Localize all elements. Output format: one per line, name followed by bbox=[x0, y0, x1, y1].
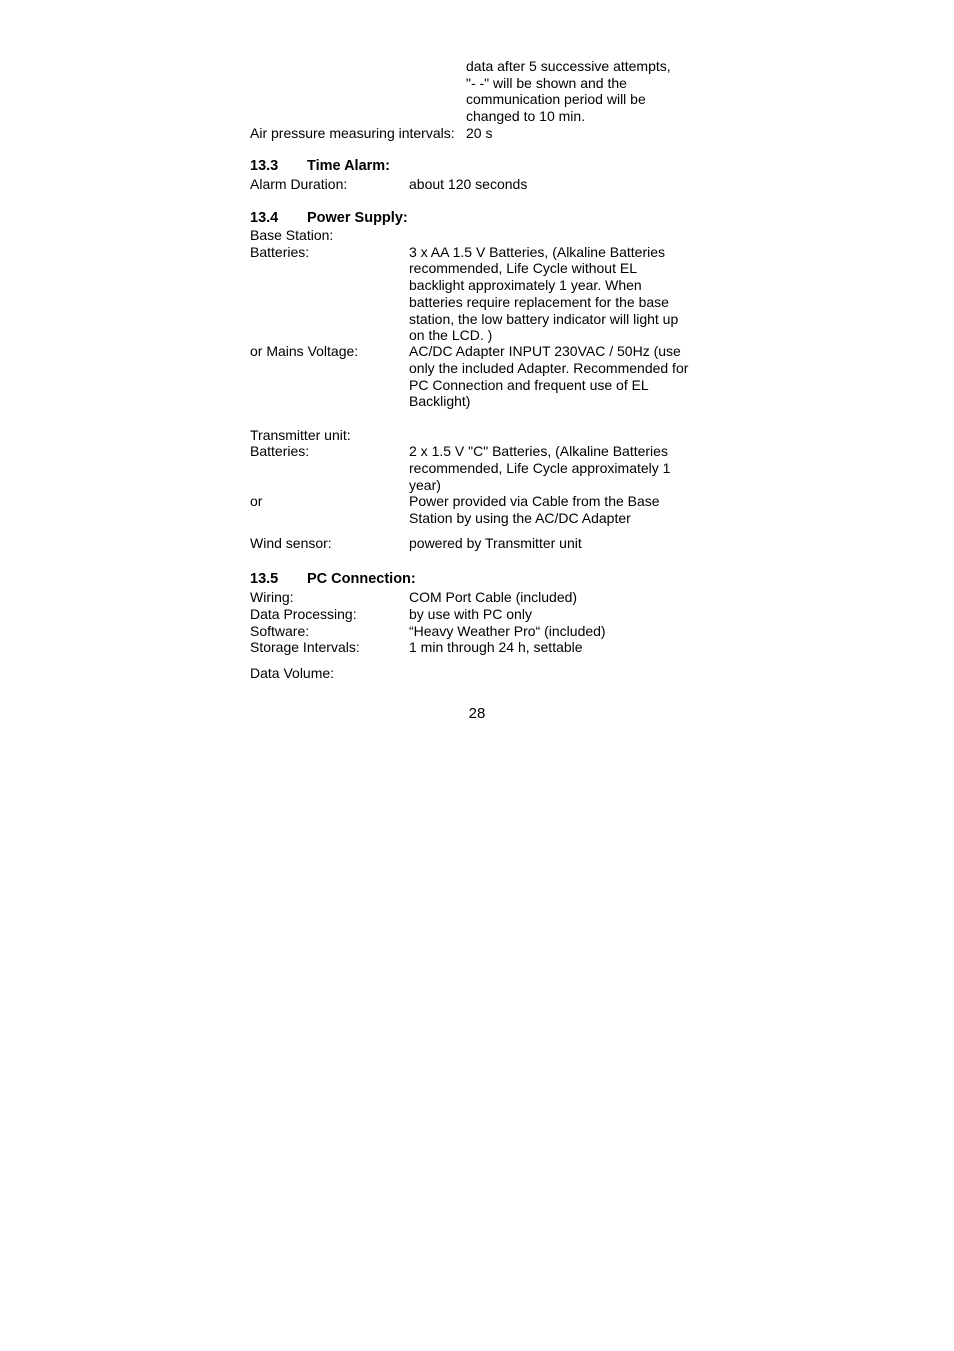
section-heading-power-supply bbox=[250, 210, 408, 227]
air-pressure-value: 20 s bbox=[466, 124, 493, 141]
software-label: Software: bbox=[250, 622, 310, 639]
or-label: or bbox=[250, 493, 263, 510]
transmitter-unit-label: Transmitter unit: bbox=[250, 427, 351, 443]
data-volume-label: Data Volume: bbox=[250, 664, 335, 681]
wiring-label: Wiring: bbox=[250, 589, 294, 606]
section-number: 13.5 bbox=[250, 570, 279, 587]
mains-line: only the included Adapter. Recommended for bbox=[409, 359, 689, 376]
mains-voltage-label: or Mains Voltage: bbox=[250, 343, 359, 360]
mains-line: Backlight) bbox=[409, 393, 471, 410]
air-pressure-label: Air pressure measuring intervals: bbox=[250, 124, 455, 141]
alarm-duration-value: about 120 seconds bbox=[409, 176, 528, 192]
continuation-line: communication period will be bbox=[466, 91, 646, 108]
section-title: Time Alarm: bbox=[307, 157, 390, 174]
section-title: PC Connection: bbox=[307, 570, 416, 587]
wind-sensor-value: powered by Transmitter unit bbox=[409, 535, 582, 552]
data-processing-label: Data Processing: bbox=[250, 605, 357, 622]
alarm-duration-label: Alarm Duration: bbox=[250, 176, 348, 192]
base-batteries-line: backlight approximately 1 year. When bbox=[409, 277, 642, 294]
mains-line: PC Connection and frequent use of EL bbox=[409, 376, 649, 393]
section-heading-time-alarm bbox=[250, 158, 390, 175]
storage-intervals-value: 1 min through 24 h, settable bbox=[409, 638, 583, 655]
base-batteries-line: station, the low battery indicator will light up bbox=[409, 310, 679, 327]
section-heading-pc-connection bbox=[250, 571, 416, 588]
section-number: 13.3 bbox=[250, 157, 279, 174]
mains-line: AC/DC Adapter INPUT 230VAC / 50Hz (use bbox=[409, 343, 681, 360]
base-batteries-line: 3 x AA 1.5 V Batteries, (Alkaline Batteries bbox=[409, 243, 666, 260]
wind-sensor-label: Wind sensor: bbox=[250, 535, 332, 552]
base-batteries-line: on the LCD. ) bbox=[409, 327, 493, 344]
section-number: 13.4 bbox=[250, 209, 279, 226]
or-line: Power provided via Cable from the Base bbox=[409, 493, 660, 510]
software-value: “Heavy Weather Pro“ (included) bbox=[409, 622, 606, 639]
page-number: 28 bbox=[468, 704, 486, 722]
tx-batteries-line: 2 x 1.5 V "C" Batteries, (Alkaline Batteries bbox=[409, 443, 668, 460]
section-title: Power Supply: bbox=[307, 209, 408, 226]
or-line: Station by using the AC/DC Adapter bbox=[409, 509, 631, 526]
tx-batteries-line: recommended, Life Cycle approximately 1 bbox=[409, 459, 671, 476]
continuation-line: data after 5 successive attempts, bbox=[466, 58, 671, 74]
data-processing-value: by use with PC only bbox=[409, 605, 532, 622]
base-batteries-line: recommended, Life Cycle without EL bbox=[409, 260, 637, 277]
storage-intervals-label: Storage Intervals: bbox=[250, 638, 360, 655]
base-station-label: Base Station: bbox=[250, 227, 334, 243]
continuation-line: "- -" will be shown and the bbox=[466, 74, 627, 91]
continuation-line: changed to 10 min. bbox=[466, 108, 586, 125]
wiring-value: COM Port Cable (included) bbox=[409, 589, 578, 606]
base-batteries-line: batteries require replacement for the base bbox=[409, 293, 669, 310]
tx-batteries-label: Batteries: bbox=[250, 443, 310, 460]
base-batteries-label: Batteries: bbox=[250, 243, 310, 260]
tx-batteries-line: year) bbox=[409, 476, 441, 493]
